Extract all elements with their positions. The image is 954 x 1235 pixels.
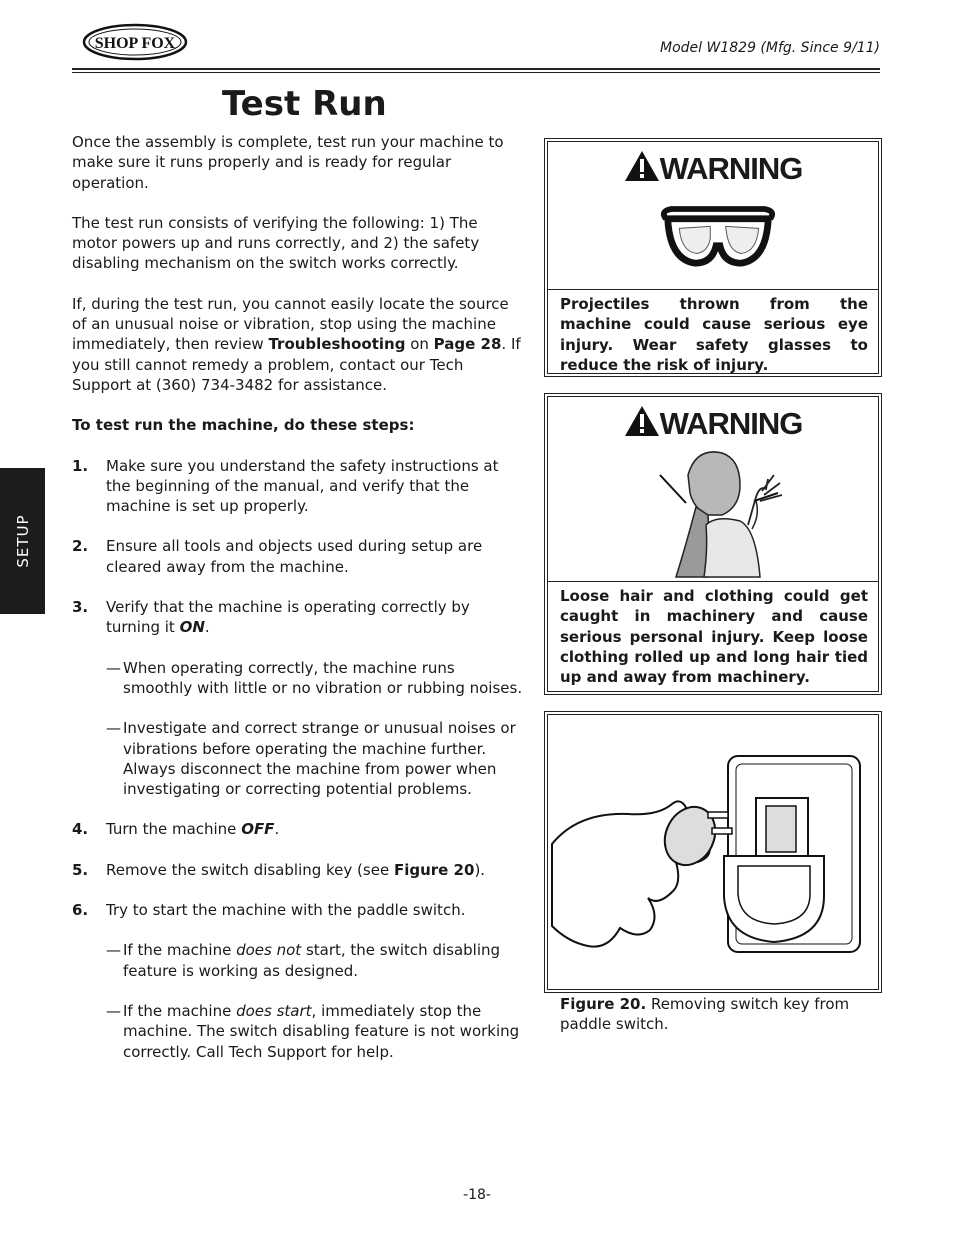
note-text: Investigate and correct strange or unusual noises or vibrations before operating the machine further. Always disconnect the machine from power when investigating or correcting potential problems. — [123, 719, 516, 799]
warning-frame — [547, 396, 879, 692]
dash-mark: — — [106, 658, 121, 677]
intro-paragraph: Once the assembly is complete, test run your machine to make sure it runs properly and is ready for regular operation. — [72, 133, 504, 192]
on-emphasis: ON — [179, 618, 205, 637]
svg-text:SHOP FOX: SHOP FOX — [94, 35, 176, 52]
note-text: When operating correctly, the machine runs smoothly with little or no vibration or rubbing noises. — [123, 658, 523, 697]
warning-box-eye — [544, 138, 882, 377]
figure-frame — [547, 714, 879, 990]
step-text: Ensure all tools and objects used during setup are cleared away from the machine. — [106, 537, 483, 576]
troubleshoot-tail: . If you still cannot remedy a problem, contact our Tech Support at (360) 734-3482 for assistance. — [72, 335, 521, 394]
dash-mark: — — [106, 1001, 121, 1020]
step-number: 3. — [72, 598, 89, 617]
note-text-end: , immediately stop the machine. The switch disabling feature is not working correctly. Call Tech Support for help. — [123, 1001, 520, 1061]
body-text — [72, 132, 524, 1082]
step-1 — [72, 456, 524, 517]
header-rule-thin — [72, 72, 880, 73]
step-number: 5. — [72, 860, 89, 879]
shop-fox-logo — [82, 22, 188, 62]
safety-glasses-icon — [660, 204, 776, 274]
consists-paragraph: The test run consists of verifying the following: 1) The motor powers up and runs correctly, and 2) the safety disabling mechanism on the switch works correctly. — [72, 213, 480, 273]
section-tab-label: SETUP — [13, 514, 32, 568]
step-text: Turn the machine — [106, 820, 242, 839]
warning-word: WARNING — [659, 406, 803, 441]
step-6-note-2 — [72, 1001, 524, 1062]
off-emphasis: OFF — [241, 820, 275, 839]
step-text: Try to start the machine with the paddle switch. — [106, 901, 466, 920]
step-text-end: . — [204, 618, 210, 637]
step-6 — [72, 900, 524, 920]
step-text: Make sure you understand the safety instructions at the beginning of the manual, and verify that the machine is set up properly. — [106, 456, 499, 516]
step-text: Verify that the machine is operating correctly by turning it — [106, 598, 470, 637]
warning-text: Projectiles thrown from the machine could cause serious eye injury. Wear safety glasses to reduce the risk of injury. — [548, 289, 878, 375]
does-not-emphasis: does not — [236, 941, 302, 960]
step-text-end: . — [274, 820, 280, 839]
troubleshoot-paragraph — [72, 294, 524, 395]
page-number: -18- — [463, 1187, 491, 1203]
section-tab[interactable] — [0, 468, 45, 614]
page-title: Test Run — [222, 84, 387, 124]
warning-heading — [548, 405, 878, 442]
dash-mark: — — [106, 941, 121, 960]
step-number: 2. — [72, 537, 89, 556]
step-number: 4. — [72, 820, 89, 839]
warning-word: WARNING — [659, 151, 803, 186]
switch-key-illustration — [548, 715, 878, 989]
warning-frame — [547, 141, 879, 374]
dash-mark: — — [106, 719, 121, 738]
step-text: Remove the switch disabling key (see — [106, 860, 394, 879]
step-number: 6. — [72, 901, 89, 920]
step-6-note-1 — [72, 940, 524, 981]
figure-20-box — [544, 711, 882, 993]
figure-label: Figure 20. — [560, 995, 647, 1013]
step-text-end: ). — [474, 860, 486, 879]
header-rule — [72, 68, 880, 70]
loose-hair-icon — [656, 445, 796, 580]
warning-triangle-icon — [624, 150, 660, 182]
note-text: If the machine — [123, 1001, 237, 1020]
page-28-link[interactable]: Page 28 — [433, 335, 502, 354]
step-3-note-2 — [72, 718, 524, 799]
warning-heading — [548, 150, 878, 187]
figure-caption-text: Removing switch key from paddle switch. — [560, 995, 850, 1034]
does-start-emphasis: does start — [236, 1001, 312, 1020]
step-3 — [72, 597, 524, 638]
step-4 — [72, 819, 524, 839]
warning-text: Loose hair and clothing could get caught in machinery and cause serious personal injury. Keep loose clothing rolled up and long hair tied up and away from machinery. — [548, 581, 878, 687]
step-2 — [72, 536, 524, 577]
note-text-end: start, the switch disabling feature is working as designed. — [123, 941, 501, 980]
steps-heading: To test run the machine, do these steps: — [72, 416, 415, 435]
note-text: If the machine — [123, 941, 237, 960]
troubleshooting-link[interactable]: Troubleshooting — [268, 335, 406, 354]
warning-triangle-icon — [624, 405, 660, 437]
step-5 — [72, 860, 524, 880]
warning-box-clothing — [544, 393, 882, 695]
troubleshoot-text: If, during the test run, you cannot easily locate the source of an unusual noise or vibration, stop using the machine immediately, then review — [72, 294, 509, 354]
figure-caption — [560, 994, 880, 1035]
step-3-note-1 — [72, 658, 524, 699]
figure-20-link[interactable]: Figure 20 — [393, 860, 475, 879]
model-number: Model W1829 (Mfg. Since 9/11) — [660, 40, 880, 56]
step-number: 1. — [72, 456, 89, 475]
troubleshoot-on: on — [405, 335, 434, 354]
